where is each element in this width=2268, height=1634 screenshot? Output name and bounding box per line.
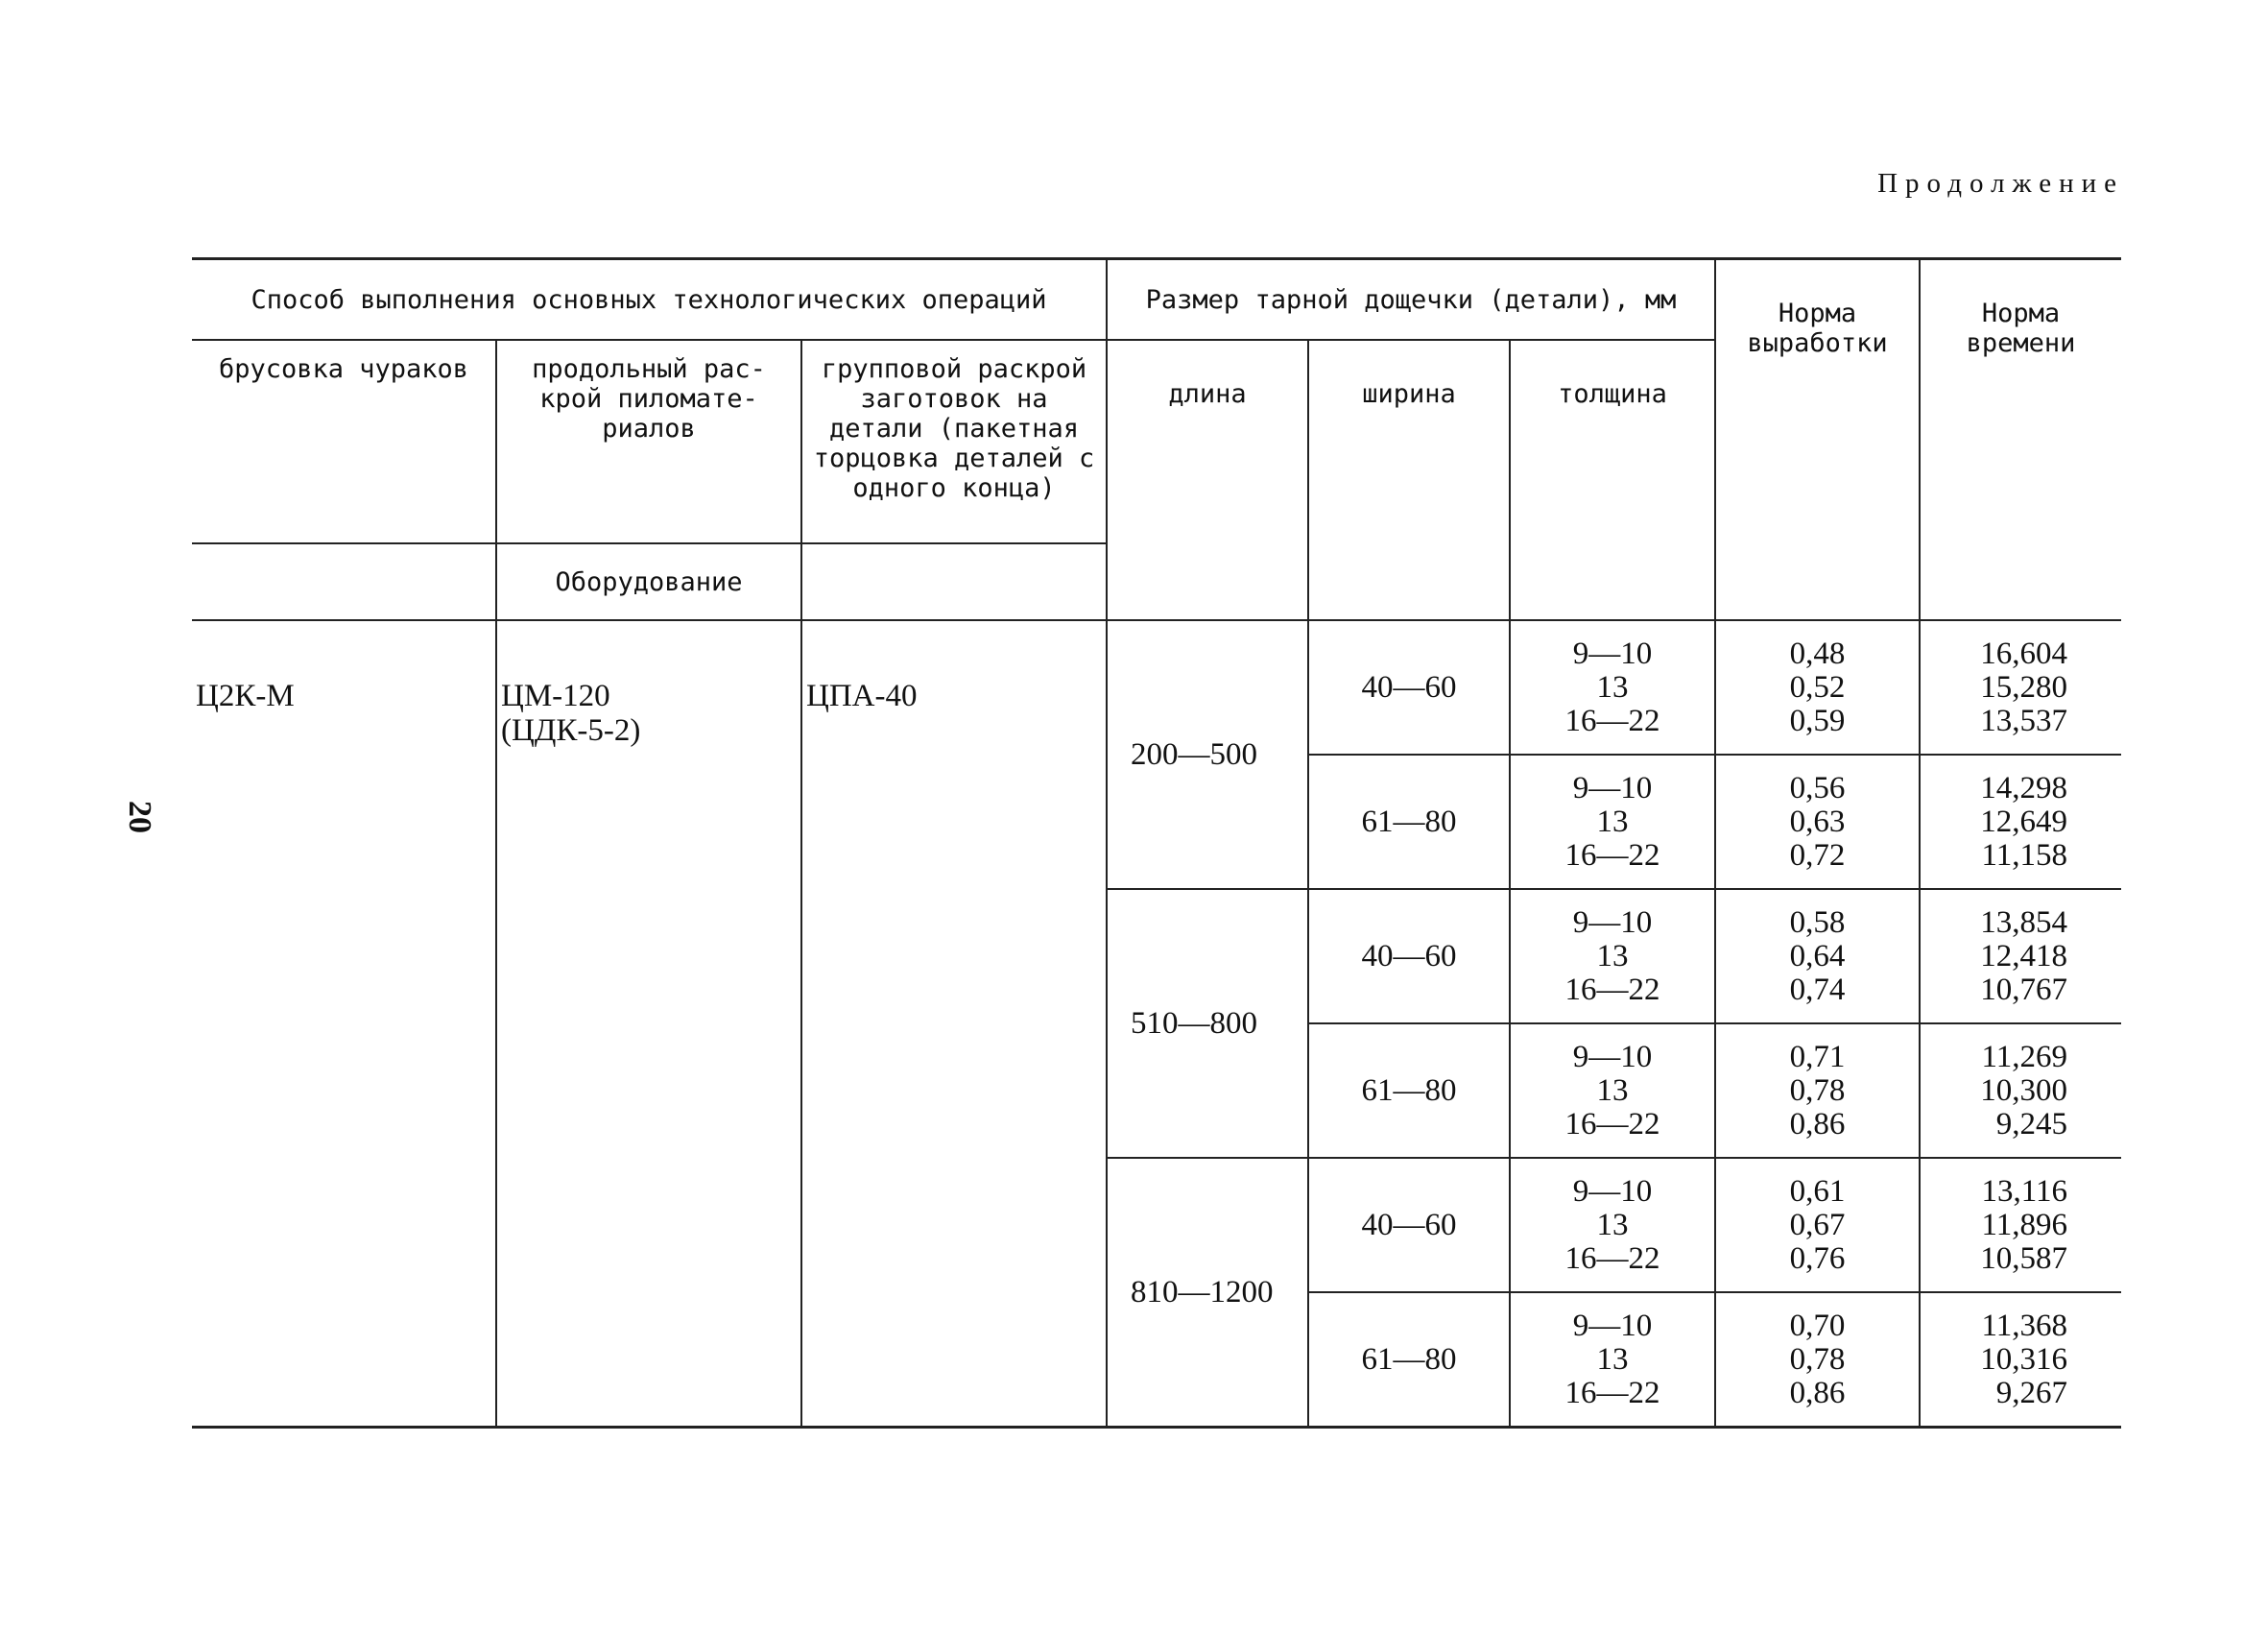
output-cell: 0,61 0,67 0,76 bbox=[1715, 1158, 1920, 1292]
header-equipment-right bbox=[801, 543, 1107, 620]
output-cell: 0,48 0,52 0,59 bbox=[1715, 620, 1920, 755]
width-cell: 40—60 bbox=[1308, 889, 1510, 1023]
header-bar-sawing: брусовка чураков bbox=[192, 340, 496, 543]
output-cell: 0,58 0,64 0,74 bbox=[1715, 889, 1920, 1023]
header-equipment-left bbox=[192, 543, 496, 620]
equipment-rip-line2: (ЦДК-5-2) bbox=[501, 713, 641, 748]
table-row bbox=[192, 620, 2121, 755]
length-cell: 510—800 bbox=[1107, 889, 1308, 1158]
equipment-bar: Ц2К-М bbox=[192, 620, 496, 1428]
header-equipment: Оборудование bbox=[496, 543, 801, 620]
time-cell: 16,604 15,280 13,537 bbox=[1920, 620, 2121, 755]
time-cell: 14,298 12,649 11,158 bbox=[1920, 755, 2121, 889]
width-cell: 61—80 bbox=[1308, 1023, 1510, 1158]
equipment-rip bbox=[496, 620, 801, 1428]
length-cell: 200—500 bbox=[1107, 620, 1308, 889]
header-time-norm: Норма времени bbox=[1920, 259, 2121, 621]
thickness-cell: 9—10 13 16—22 bbox=[1510, 755, 1715, 889]
thickness-cell: 9—10 13 16—22 bbox=[1510, 620, 1715, 755]
time-cell: 13,116 11,896 10,587 bbox=[1920, 1158, 2121, 1292]
thickness-cell: 9—10 13 16—22 bbox=[1510, 889, 1715, 1023]
thickness-cell: 9—10 13 16—22 bbox=[1510, 1292, 1715, 1428]
header-group-cutting: групповой раскрой заготовок на детали (пакетная торцовка деталей с одного конца) bbox=[801, 340, 1107, 543]
thickness-cell: 9—10 13 16—22 bbox=[1510, 1023, 1715, 1158]
width-cell: 61—80 bbox=[1308, 1292, 1510, 1428]
output-cell: 0,70 0,78 0,86 bbox=[1715, 1292, 1920, 1428]
width-cell: 40—60 bbox=[1308, 1158, 1510, 1292]
header-width: ширина bbox=[1308, 340, 1510, 620]
norms-table bbox=[192, 257, 2121, 1429]
continuation-label: Продолжение bbox=[1877, 168, 2124, 199]
length-cell: 810—1200 bbox=[1107, 1158, 1308, 1428]
width-cell: 61—80 bbox=[1308, 755, 1510, 889]
time-cell: 11,269 10,300 9,245 bbox=[1920, 1023, 2121, 1158]
header-method-group: Способ выполнения основных технологических операций bbox=[192, 259, 1107, 341]
header-size-group: Размер тарной дощечки (детали), мм bbox=[1107, 259, 1715, 341]
header-rip-sawing: продольный рас- крой пиломате- риалов bbox=[496, 340, 801, 543]
width-cell: 40—60 bbox=[1308, 620, 1510, 755]
header-length: длина bbox=[1107, 340, 1308, 620]
header-output-norm: Норма выработки bbox=[1715, 259, 1920, 621]
output-cell: 0,71 0,78 0,86 bbox=[1715, 1023, 1920, 1158]
time-cell: 11,368 10,316 9,267 bbox=[1920, 1292, 2121, 1428]
thickness-cell: 9—10 13 16—22 bbox=[1510, 1158, 1715, 1292]
equipment-rip-line1: ЦМ-120 bbox=[501, 679, 610, 713]
time-cell: 13,854 12,418 10,767 bbox=[1920, 889, 2121, 1023]
header-thickness: толщина bbox=[1510, 340, 1715, 620]
output-cell: 0,56 0,63 0,72 bbox=[1715, 755, 1920, 889]
equipment-group: ЦПА-40 bbox=[801, 620, 1107, 1428]
page-number: 20 bbox=[122, 801, 157, 833]
